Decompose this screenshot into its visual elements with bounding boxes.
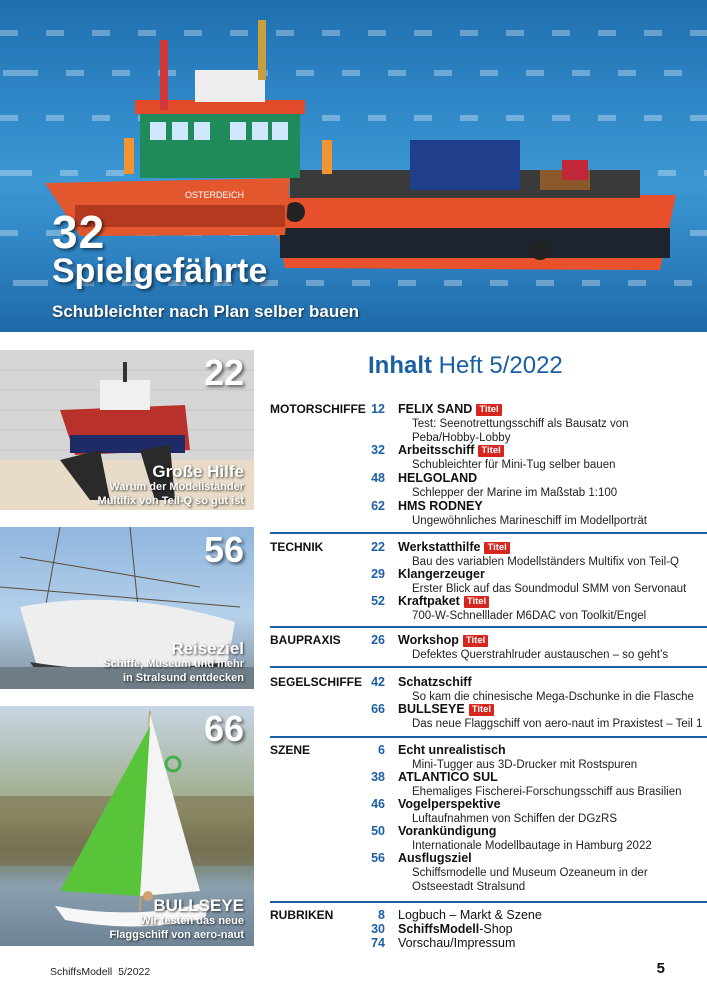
toc-section-name: SZENE	[270, 743, 311, 757]
footer-page-number: 5	[656, 960, 665, 977]
feature-page-number: 22	[203, 352, 244, 393]
toc-description: So kam die chinesische Mega-Dschunke in die Flasche	[412, 691, 694, 703]
toc-title: SchiffsModell-Shop	[398, 922, 513, 936]
titel-badge: Titel	[484, 542, 509, 554]
toc-page: 62	[371, 499, 385, 513]
toc-page: 26	[371, 633, 385, 647]
feature-page-number: 56	[203, 529, 244, 570]
toc-title: Schatzschiff	[398, 675, 472, 689]
toc-description: Ehemaliges Fischerei-Forschungsschiff aus Brasilien	[412, 786, 682, 798]
toc-title: HMS RODNEY	[398, 499, 483, 513]
toc-section-name: RUBRIKEN	[270, 908, 334, 922]
toc-title: FELIX SAND Titel	[398, 402, 502, 416]
toc-page: 56	[371, 851, 385, 865]
toc-description: Schlepper der Marine im Maßstab 1:100	[412, 487, 618, 499]
toc-title: Klangerzeuger	[398, 567, 485, 581]
toc-page: 50	[371, 824, 385, 838]
toc-description: Das neue Flaggschiff von aero-naut im Praxistest – Teil 1	[412, 718, 703, 730]
feature-title: Reiseziel	[171, 639, 244, 658]
toc-title: HELGOLAND	[398, 471, 478, 485]
toc-title: Vogelperspektive	[398, 797, 501, 811]
toc-description: Defektes Querstrahlruder austauschen – so geht’s	[412, 649, 669, 661]
toc-title: Vorankündigung	[398, 824, 497, 838]
hero-title: Spielgefährte	[52, 252, 268, 290]
toc-description: Schubleichter für Mini-Tug selber bauen	[412, 459, 616, 471]
toc-page: 12	[371, 402, 385, 416]
toc-page: 46	[371, 797, 385, 811]
toc-title: ATLANTICO SUL	[398, 770, 498, 784]
toc-title: BULLSEYE Titel	[398, 702, 494, 716]
toc-page: 42	[371, 675, 385, 689]
toc-section-name: TECHNIK	[270, 540, 324, 554]
toc-description: Bau des variablen Modellständers Multifix von Teil-Q	[412, 556, 679, 568]
section-divider	[270, 901, 707, 903]
footer-magazine: SchiffsModell 5/2022	[50, 966, 151, 978]
section-divider	[270, 666, 707, 668]
boat-name-label: OSTERDEICH	[185, 190, 245, 200]
toc-page: 66	[371, 702, 385, 716]
toc-page: 38	[371, 770, 385, 784]
contents-heading	[368, 352, 563, 380]
feature-page-number: 66	[203, 708, 244, 749]
toc-title: Kraftpaket Titel	[398, 594, 489, 608]
toc-page: 52	[371, 594, 385, 608]
feature-caption-line: Warum der Modellständer	[109, 481, 244, 493]
titel-badge: Titel	[478, 445, 503, 457]
hero-image	[0, 0, 707, 332]
toc-page: 74	[371, 936, 385, 950]
toc-description: Schiffsmodelle und Museum Ozeaneum in der Ostseestadt Stralsund	[412, 867, 648, 893]
feature-caption-line: Flaggschiff von aero-naut	[109, 929, 244, 941]
section-divider	[270, 736, 707, 738]
feature-title: BULLSEYE	[153, 896, 244, 915]
toc-section-name: SEGELSCHIFFE	[270, 675, 363, 689]
feature-caption-line: Schiffe, Museum und mehr	[103, 658, 244, 670]
feature-caption-line: Multifix von Teil-Q so gut ist	[97, 495, 244, 507]
toc-title: Vorschau/Impressum	[398, 936, 516, 950]
toc-page: 32	[371, 443, 385, 457]
feature-photo-ship[interactable]	[0, 527, 254, 689]
toc-page: 48	[371, 471, 385, 485]
toc-title: Arbeitsschiff Titel	[398, 443, 504, 457]
toc-description: Mini-Tugger aus 3D-Drucker mit Rostspuren	[412, 759, 638, 771]
toc-title: Werkstatthilfe Titel	[398, 540, 510, 554]
titel-badge: Titel	[469, 704, 494, 716]
feature-caption-line: in Stralsund entdecken	[122, 672, 244, 684]
toc-page: 8	[378, 908, 385, 922]
titel-badge: Titel	[476, 404, 501, 416]
toc-title: Logbuch – Markt & Szene	[398, 908, 542, 922]
section-divider	[270, 532, 707, 534]
hero-page-number: 32	[52, 206, 106, 258]
toc-page: 6	[378, 743, 385, 757]
toc-section-name: BAUPRAXIS	[270, 633, 341, 647]
section-divider	[270, 626, 707, 628]
toc-title: Echt unrealistisch	[398, 743, 506, 757]
toc-description: Luftaufnahmen von Schiffen der DGzRS	[412, 813, 617, 825]
toc-description: Internationale Modellbautage in Hamburg 2022	[412, 840, 652, 852]
feature-photo-tug[interactable]	[0, 350, 254, 510]
contents-heading-bold: Inhalt	[368, 352, 432, 379]
toc-section-name: MOTORSCHIFFE	[270, 402, 366, 416]
feature-photo-sailboat[interactable]	[0, 706, 254, 946]
toc-description: Erster Blick auf das Soundmodul SMM von Servonaut	[412, 583, 687, 595]
toc-description: Test: Seenotrettungsschiff als Bausatz von Peba/Hobby-Lobby	[412, 418, 629, 444]
toc-description: 700-W-Schnelllader M6DAC von Toolkit/Engel	[412, 610, 647, 622]
titel-badge: Titel	[463, 635, 488, 647]
feature-title: Große Hilfe	[152, 462, 244, 481]
hero-subtitle: Schubleichter nach Plan selber bauen	[52, 302, 360, 321]
feature-caption-line: Wir testen das neue	[140, 915, 244, 927]
contents-heading-issue: Heft 5/2022	[438, 352, 563, 379]
toc-description: Ungewöhnliches Marineschiff im Modellporträt	[412, 515, 648, 527]
toc-page: 22	[371, 540, 385, 554]
toc-page: 29	[371, 567, 385, 581]
toc-title: Ausflugsziel	[398, 851, 472, 865]
titel-badge: Titel	[464, 596, 489, 608]
toc-title: Workshop Titel	[398, 633, 488, 647]
toc-page: 30	[371, 922, 385, 936]
